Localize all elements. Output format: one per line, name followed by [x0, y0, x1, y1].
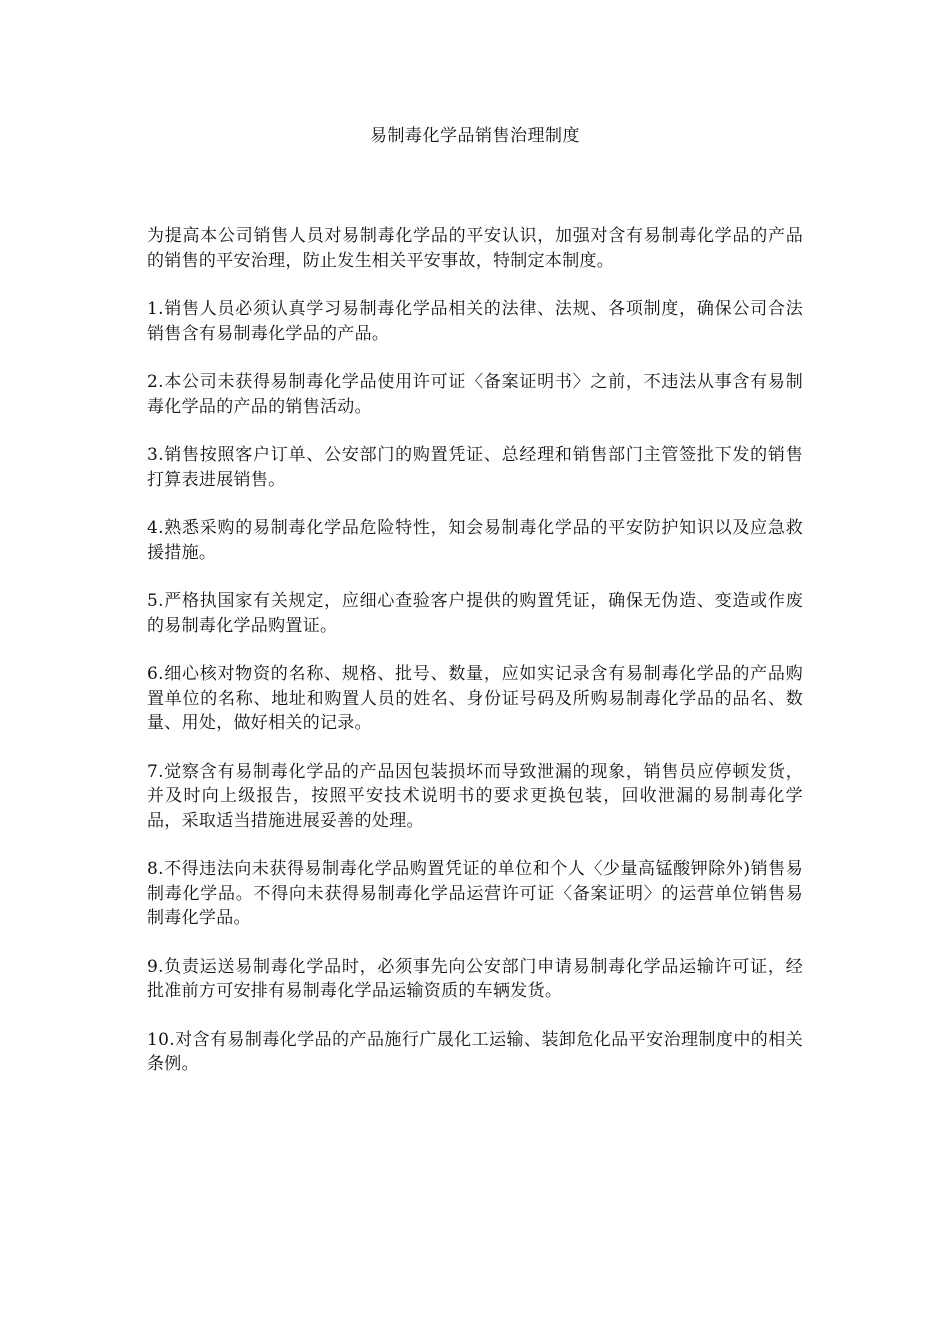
rule-paragraph-1: 1.销售人员必须认真学习易制毒化学品相关的法律、法规、各项制度，确保公司合法销售含有易制毒化学品的产品。	[147, 299, 803, 344]
rule-paragraph-10: 10.对含有易制毒化学品的产品施行广晟化工运输、装卸危化品平安治理制度中的相关条例。	[147, 1029, 803, 1074]
rule-paragraph-8: 8.不得违法向未获得易制毒化学品购置凭证的单位和个人〈少量高锰酸钾除外)销售易制毒化学品。不得向未获得易制毒化学品运营许可证〈备案证明〉的运营单位销售易制毒化学品。	[147, 859, 803, 928]
document-body	[147, 224, 803, 1101]
rule-paragraph-9: 9.负责运送易制毒化学品时，必须事先向公安部门申请易制毒化学品运输许可证，经批准前方可安排有易制毒化学品运输资质的车辆发货。	[147, 956, 803, 1001]
rule-paragraph-7: 7.觉察含有易制毒化学品的产品因包装损坏而导致泄漏的现象，销售员应停顿发货，并及时向上级报告，按照平安技术说明书的要求更换包装，回收泄漏的易制毒化学品，采取适当措施进展妥善的处理。	[147, 761, 803, 831]
rule-paragraph-4: 4.熟悉采购的易制毒化学品危险特性，知会易制毒化学品的平安防护知识以及应急救援措施。	[147, 518, 803, 563]
rule-paragraph-6: 6.细心核对物资的名称、规格、批号、数量，应如实记录含有易制毒化学品的产品购置单位的名称、地址和购置人员的姓名、身份证号码及所购易制毒化学品的品名、数量、用处，做好相关的记录。	[147, 664, 803, 733]
document-title: 易制毒化学品销售治理制度	[370, 126, 580, 146]
intro-paragraph: 为提高本公司销售人员对易制毒化学品的平安认识，加强对含有易制毒化学品的产品的销售的平安治理，防止发生相关平安事故，特制定本制度。	[147, 226, 803, 271]
rule-paragraph-2: 2.本公司未获得易制毒化学品使用许可证〈备案证明书〉之前，不违法从事含有易制毒化学品的产品的销售活动。	[147, 372, 803, 417]
rule-paragraph-5: 5.严格执国家有关规定，应细心查验客户提供的购置凭证，确保无伪造、变造或作废的易制毒化学品购置证。	[147, 591, 803, 636]
rule-paragraph-3: 3.销售按照客户订单、公安部门的购置凭证、总经理和销售部门主管签批下发的销售打算表进展销售。	[147, 445, 803, 490]
